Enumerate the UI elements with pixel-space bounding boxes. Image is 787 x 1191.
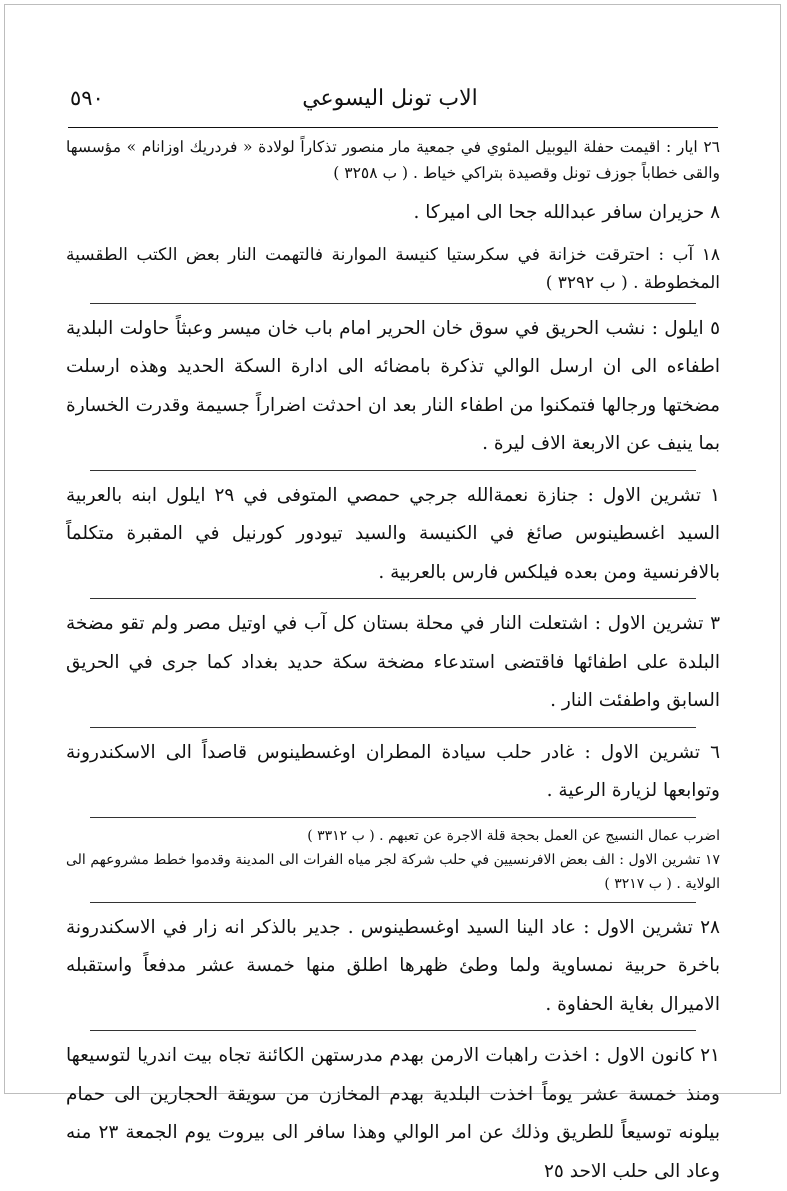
entry-october-6: ٦ تشرين الاول : غادر حلب سيادة المطران اوغسطينوس قاصداً الى الاسكندرونة وتوابعها لزيارة الرعية . xyxy=(66,741,720,801)
entry-may-26: ٢٦ ايار : اقيمت حفلة اليوبيل المئوي في جمعية مار منصور تذكاراً لولادة « فردريك اوزانام » مؤسسها والقى خطاباً جوزف تونل وقصيدة بتراكي خياط . ( ب ٣٢٥٨ ) xyxy=(66,138,720,182)
entry-october-1: ١ تشرين الاول : جنازة نعمةالله جرجي حمصي المتوفى في ٢٩ ايلول ابنه بالعربية السيد اغسطينوس صائغ في الكنيسة والسيد تيودور كورنيل في المقبرة متكلماً بالافرنسية ومن بعده فيلكس فارس بالعربية . xyxy=(66,484,720,583)
entry-divider xyxy=(90,303,696,304)
entry-divider xyxy=(90,598,696,599)
entry-weavers-strike: اضرب عمال النسيج عن العمل بحجة قلة الاجرة عن تعبهم . ( ب ٣٣١٢ ) xyxy=(307,827,720,844)
entry-divider xyxy=(90,727,696,728)
entry-june-8: ٨ حزيران سافر عبدالله جحا الى اميركا . xyxy=(413,202,720,223)
header-rule xyxy=(68,127,718,128)
page-header xyxy=(70,86,710,122)
page-number: ٥٩٠ xyxy=(70,86,104,110)
entry-september-5: ٥ ايلول : نشب الحريق في سوق خان الحرير امام باب خان ميسر وعبثاً حاولت البلدية اطفاءه الى ان ارسل الوالي تذكرة بامضائه الى ادارة السكة الحديد وهذه ارسلت مضختها ورجالها فتمكنوا من اطفاء النار بعد ان احدثت اضراراً جسيمة وقدرت الخسارة بما ينيف عن الاربعة الاف ليرة . xyxy=(66,317,720,454)
entry-divider xyxy=(90,470,696,471)
entry-december-21: ٢١ كانون الاول : اخذت راهبات الارمن بهدم مدرستهن الكائنة تجاه بيت اندريا لتوسيعها ومنذ خمسة عشر يوماً اخذت البلدية بهدم المخازن من سويقة الحجارين الى حمام بيلونه توسيعاً للطريق وذلك عن امر الوالي وهذا سافر الى بيروت يوم الجمعة ٢٣ منه وعاد الى حلب الاحد ٢٥ xyxy=(66,1045,720,1182)
entry-october-28: ٢٨ تشرين الاول : عاد الينا السيد اوغسطينوس . جدير بالذكر انه زار في الاسكندرونة باخرة حربية نمساوية ولما وطئ ظهرها اطلق منها خمسة عشر مدفعاً واستقبله الاميرال بغاية الحفاوة . xyxy=(66,916,720,1015)
running-title: الاب تونل اليسوعي xyxy=(302,86,478,111)
entry-october-17: ١٧ تشرين الاول : الف بعض الافرنسيين في حلب شركة لجر مياه الفرات الى المدينة وقدموا خطط مشروعهم الى الولاية . ( ب ٣٢١٧ ) xyxy=(66,851,720,892)
entry-divider xyxy=(90,817,696,818)
entry-august-18: ١٨ آب : احترقت خزانة في سكرستيا كنيسة الموارنة فالتهمت النار بعض الكتب الطقسية المخطوطة . ( ب ٣٢٩٢ ) xyxy=(66,244,720,293)
entry-divider xyxy=(90,1030,696,1031)
entry-october-3: ٣ تشرين الاول : اشتعلت النار في محلة بستان كل آب في اوتيل مصر ولم تقو مضخة البلدة على اطفائها فاقتضى استدعاء مضخة سكة حديد بغداد كما جرى في الحريق السابق واطفئت النار . xyxy=(66,613,720,711)
entry-divider xyxy=(90,902,696,903)
chronicle-entries xyxy=(66,134,720,1191)
